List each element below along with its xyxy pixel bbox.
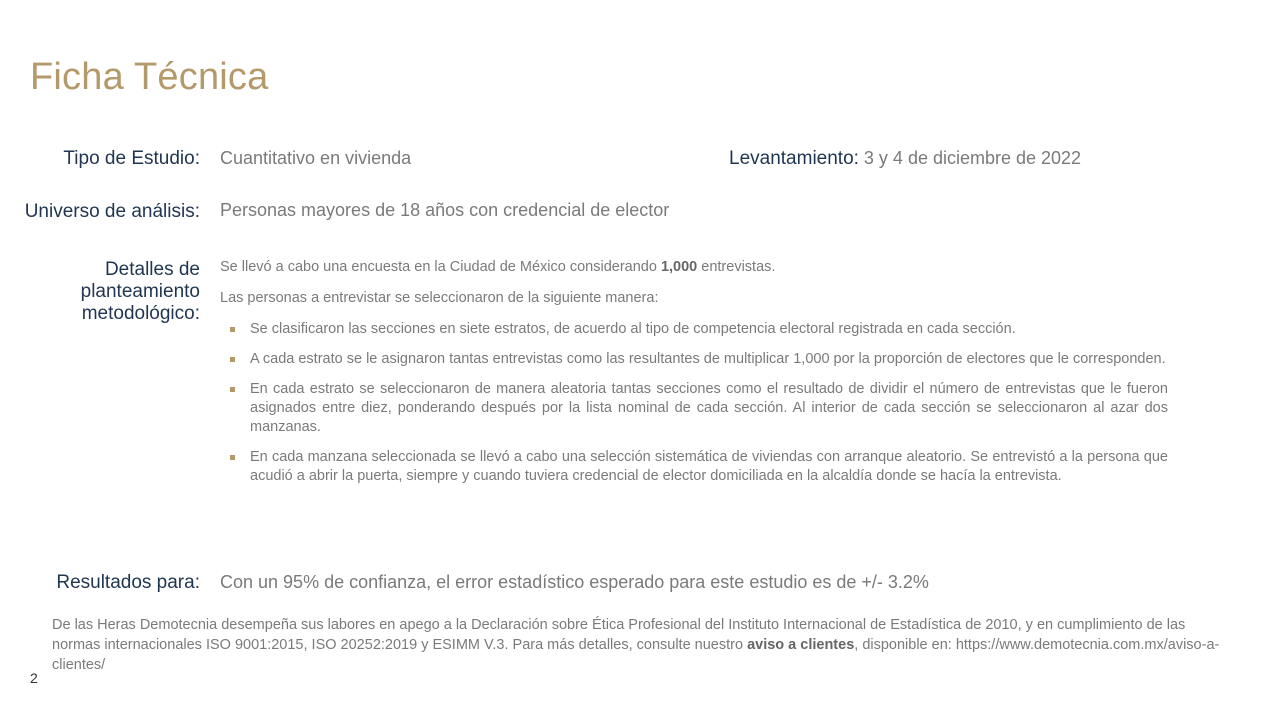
footer-note xyxy=(52,615,1232,675)
bullet-text: En cada estrato se seleccionaron de manera aleatoria tantas secciones como el resultado de dividir el número de entrevistas que le fueron asignados entre diez, ponderando después por la lista nominal de cada sección. Al interior de cada sección se seleccionaron al azar dos manzanas. xyxy=(250,381,1168,435)
page-number: 2 xyxy=(30,670,38,686)
intro-text: Se llevó a cabo una encuesta en la Ciudad de México considerando xyxy=(220,259,661,275)
detalles-label-line: planteamiento xyxy=(80,281,200,302)
detalles-intro xyxy=(220,259,775,275)
square-bullet-icon xyxy=(230,327,235,332)
detalles-label-line: metodológico: xyxy=(81,303,200,324)
list-item xyxy=(230,448,1168,486)
list-item xyxy=(230,320,1168,339)
levantamiento-value: 3 y 4 de diciembre de 2022 xyxy=(858,148,1082,168)
resultados-value: Con un 95% de confianza, el error estadístico esperado para este estudio es de +/- 3.2% xyxy=(220,572,929,592)
intro-bold-count: 1,000 xyxy=(660,259,698,275)
square-bullet-icon xyxy=(230,387,235,392)
detalles-label xyxy=(81,259,200,325)
universo-value: Personas mayores de 18 años con credencial de elector xyxy=(220,200,670,220)
detalles-subintro: Las personas a entrevistar se seleccionaron de la siguiente manera: xyxy=(220,290,659,306)
tipo-estudio-value: Cuantitativo en vivienda xyxy=(220,148,412,168)
detalles-label-line: Detalles de xyxy=(104,259,200,280)
bullet-text: En cada manzana seleccionada se llevó a cabo una selección sistemática de viviendas con arranque aleatorio. Se entrevistó a la persona que acudió a abrir la puerta, siempre y cuando tuviera credencial de elector domiciliada en la alcaldía donde se hacía la entrevista. xyxy=(250,449,1168,484)
list-item xyxy=(230,350,1168,369)
resultados-label: Resultados para: xyxy=(56,572,200,593)
tipo-estudio-label: Tipo de Estudio: xyxy=(63,148,200,169)
footer-bold-link-text: aviso a clientes xyxy=(747,637,855,653)
universo-label: Universo de análisis: xyxy=(24,201,200,222)
square-bullet-icon xyxy=(230,455,235,460)
levantamiento-field xyxy=(729,148,1081,170)
page-title: Ficha Técnica xyxy=(30,56,269,98)
levantamiento-label: Levantamiento: xyxy=(729,148,859,169)
bullet-text: A cada estrato se le asignaron tantas entrevistas como las resultantes de multiplicar 1,000 por la proporción de electores que le corresponden. xyxy=(250,351,1166,367)
intro-text-end: entrevistas. xyxy=(697,259,776,275)
list-item xyxy=(230,380,1168,437)
bullet-text: Se clasificaron las secciones en siete estratos, de acuerdo al tipo de competencia electoral registrada en cada sección. xyxy=(250,321,1016,337)
footer-text: De las Heras Demotecnia desempeña sus labores en apego a la Declaración sobre Ética Profesional del Instituto Internacional de Estadística de 2010, y en cumplimiento de las normas internacionales ISO 9001:2015, ISO 20252:2019 y ESIMM V.3. Para más detalles, consulte nuestro xyxy=(52,617,1186,653)
method-bullet-list xyxy=(230,320,1168,497)
square-bullet-icon xyxy=(230,357,235,362)
footer-text-end: , disponible en: https://www.demotecnia.com.mx/aviso-a-clientes/ xyxy=(52,637,1220,673)
